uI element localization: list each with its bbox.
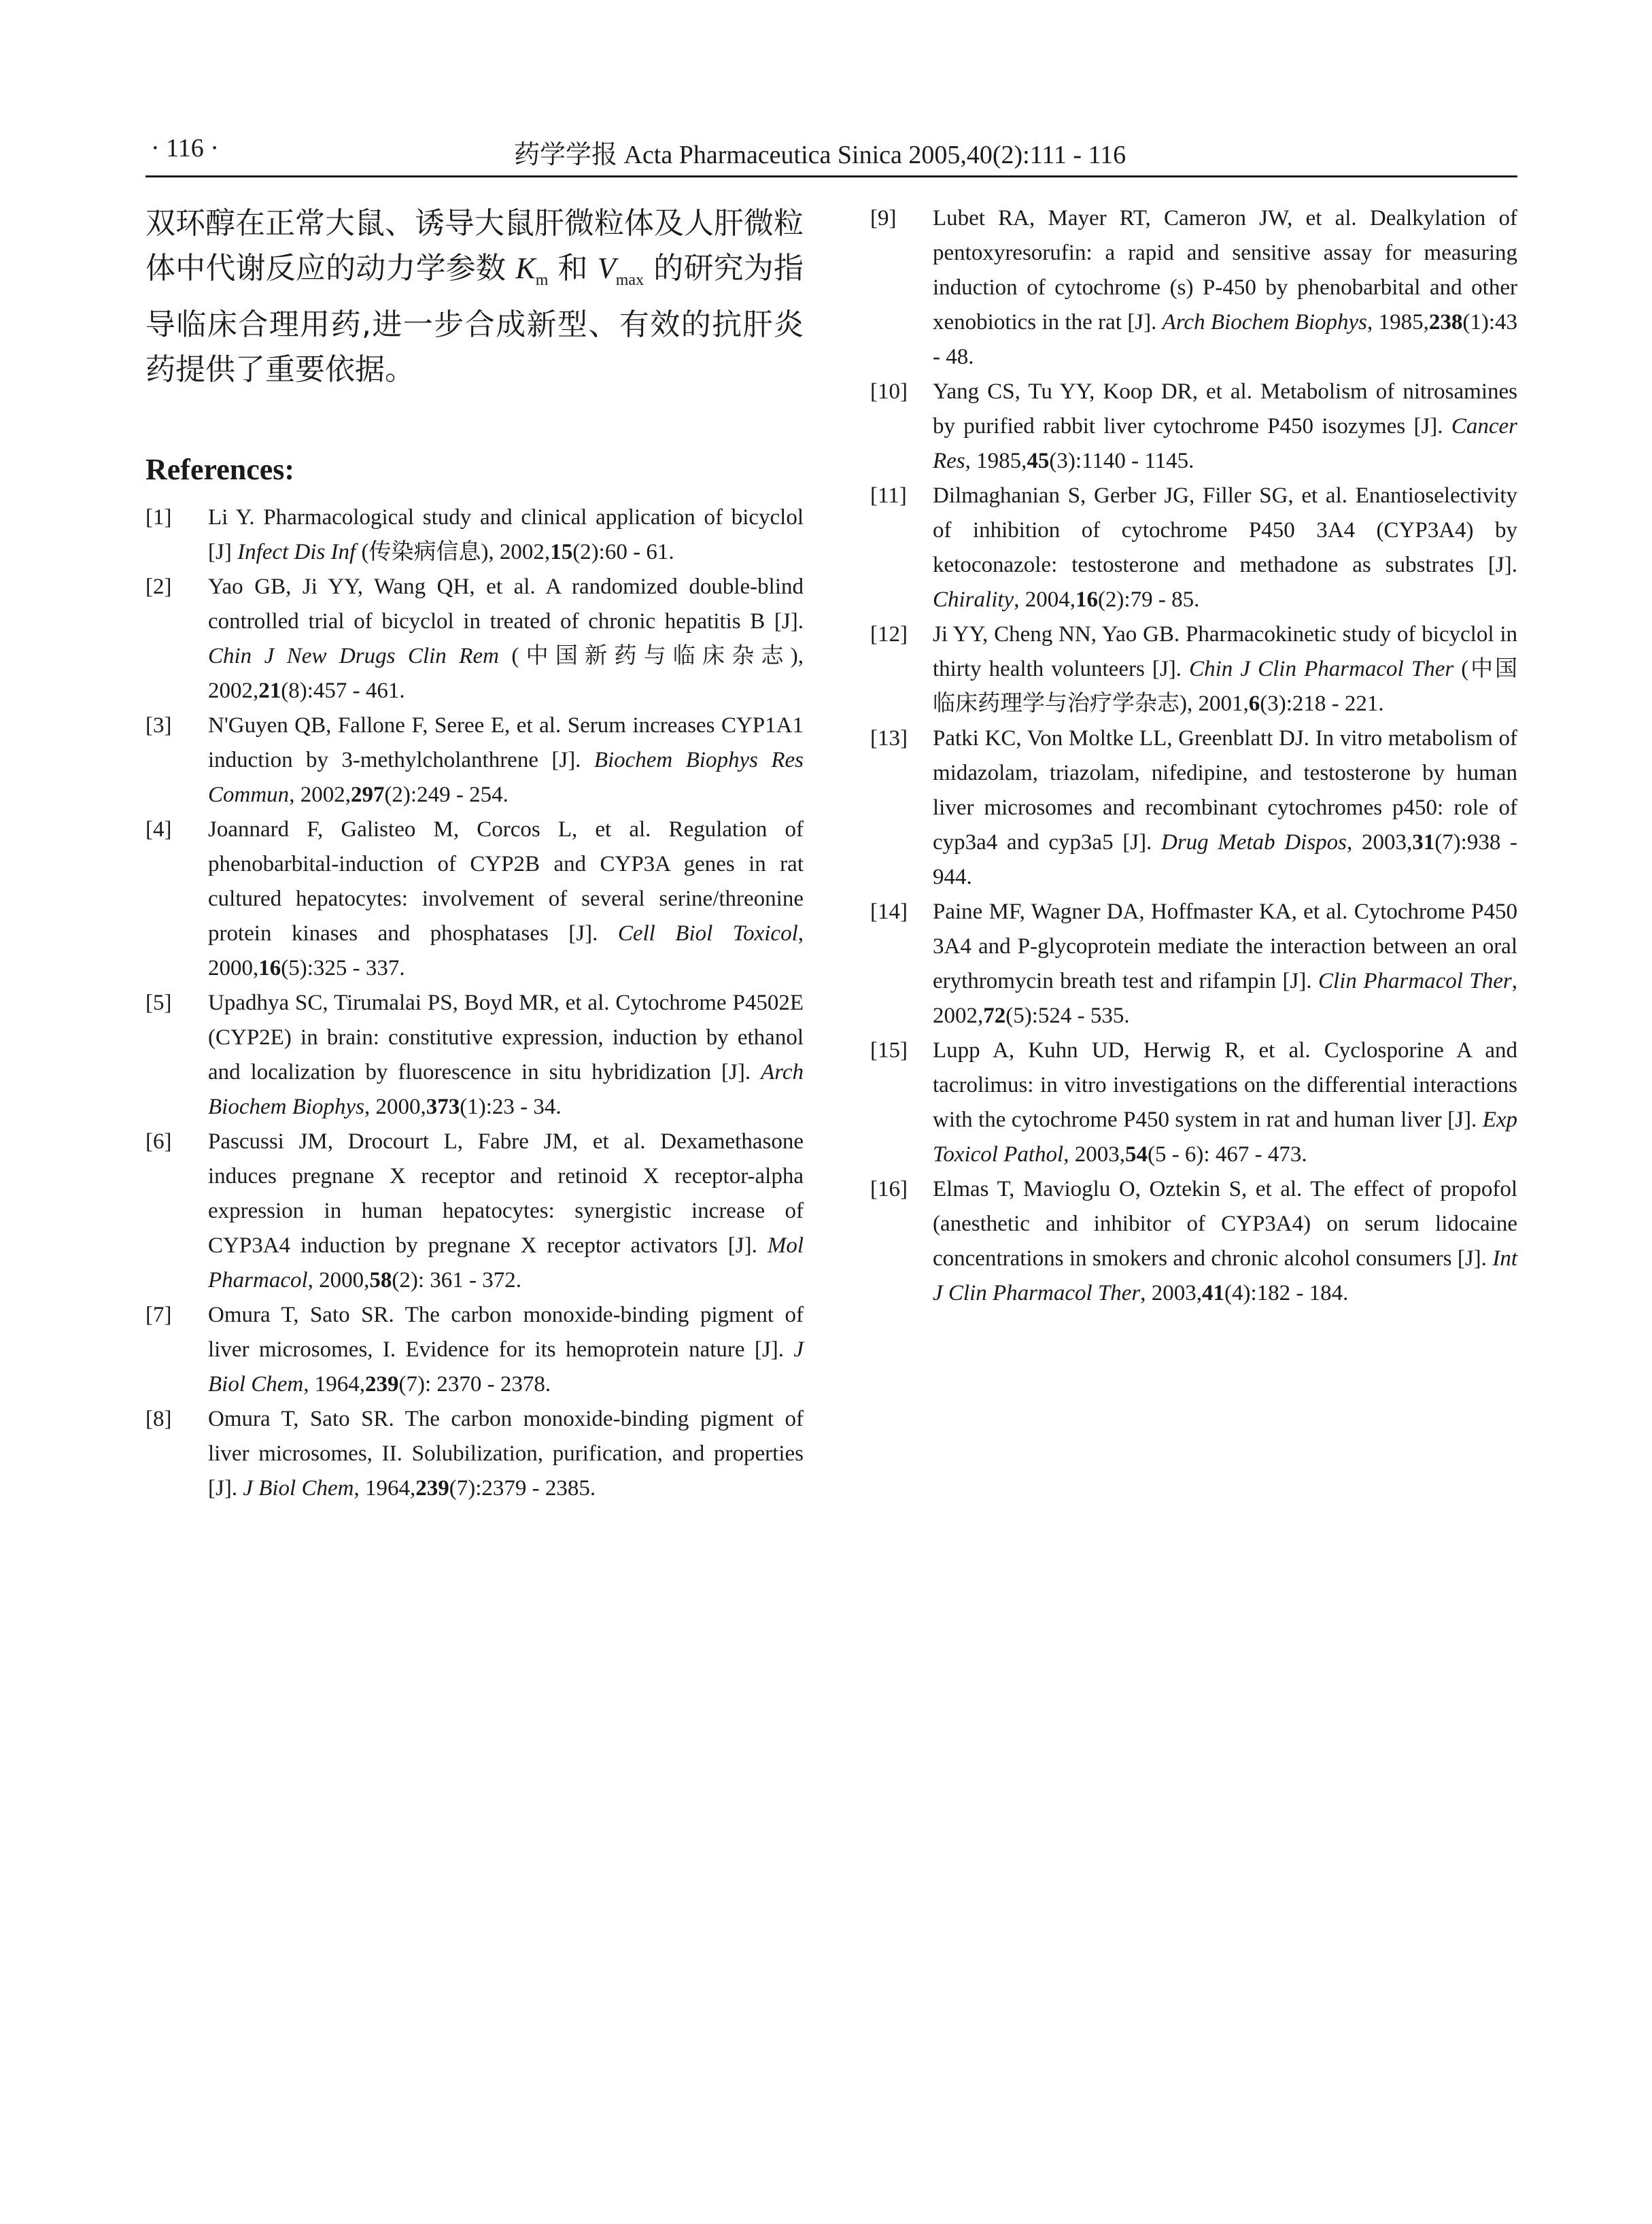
- reference-authors: Paine MF, Wagner DA, Hoffmaster KA, et al. Cytochrome P450 3A4 and P-glycoprotein mediate the interaction between an oral erythromycin breath test and rifampin [J].: [933, 900, 1517, 993]
- reference-item: [145, 1298, 804, 1402]
- reference-authors: Yang CS, Tu YY, Koop DR, et al. Metabolism of nitrosamines by purified rabbit liver cytochrome P450 isozymes [J].: [933, 379, 1517, 439]
- reference-authors: Omura T, Sato SR. The carbon monoxide-binding pigment of liver microsomes, I. Evidence for its hemoprotein nature [J].: [208, 1302, 804, 1362]
- reference-journal: Chin J Clin Pharmacol Ther: [1189, 657, 1454, 681]
- reference-authors: N'Guyen QB, Fallone F, Seree E, et al. Serum increases CYP1A1 induction by 3-methylcholanthrene [J].: [208, 713, 804, 772]
- vmax-subscript: max: [615, 271, 644, 289]
- reference-authors: Joannard F, Galisteo M, Corcos L, et al. Regulation of phenobarbital-induction of CYP2B and CYP3A genes in rat cultured hepatocytes: involvement of several serine/threonine protein kinases and phosphatases [J].: [208, 817, 804, 946]
- reference-item: [870, 201, 1517, 375]
- reference-journal: Infect Dis Inf: [237, 539, 356, 564]
- reference-year: , 2003,: [1063, 1142, 1125, 1167]
- reference-authors: Pascussi JM, Drocourt L, Fabre JM, et al. Dexamethasone induces pregnane X receptor and retinoid X receptor-alpha expression in human hepatocytes: synergistic increase of CYP3A4 induction by pregnane X receptor activators [J].: [208, 1129, 804, 1258]
- reference-volume: 238: [1428, 310, 1463, 335]
- reference-authors: Omura T, Sato SR. The carbon monoxide-binding pigment of liver microsomes, II. Solubilization, purification, and properties [J].: [208, 1406, 804, 1501]
- reference-pages: (2):60 - 61.: [572, 539, 674, 564]
- reference-number: [13]: [870, 726, 908, 751]
- reference-volume: 373: [426, 1094, 460, 1119]
- reference-item: [870, 895, 1517, 1033]
- reference-volume: 297: [350, 782, 385, 807]
- reference-list-left: [145, 500, 804, 1506]
- reference-item: [870, 721, 1517, 895]
- page-number: · 116 ·: [151, 134, 219, 162]
- reference-pages: (2):249 - 254.: [384, 782, 509, 807]
- left-column: [145, 201, 804, 1506]
- reference-authors: Yao GB, Ji YY, Wang QH, et al. A randomized double-blind controlled trial of bicyclol in treated of chronic hepatitis B [J].: [208, 574, 804, 634]
- reference-journal: Exp Toxicol Pathol: [933, 1108, 1517, 1167]
- reference-pages: (7): 2370 - 2378.: [398, 1371, 551, 1397]
- reference-number: [11]: [870, 483, 907, 508]
- reference-authors: Patki KC, Von Moltke LL, Greenblatt DJ. In vitro metabolism of midazolam, triazolam, nifedipine, and testosterone by human liver microsomes and recombinant cytochromes p450: role of cyp3a4 and cyp3a5 [J].: [933, 726, 1517, 855]
- reference-journal: Int J Clin Pharmacol Ther: [933, 1246, 1517, 1305]
- km-subscript: m: [535, 271, 549, 289]
- reference-journal: Cell Biol Toxicol: [617, 921, 798, 946]
- reference-pages: (1):23 - 34.: [460, 1094, 562, 1119]
- reference-authors: Dilmaghanian S, Gerber JG, Filler SG, et al. Enantioselectivity of inhibition of cytochrome P450 3A4 (CYP3A4) by ketoconazole: testosterone and methadone as substrates [J].: [933, 483, 1517, 577]
- reference-year: , 2002,: [289, 782, 351, 807]
- reference-pages: (2): 361 - 372.: [392, 1267, 522, 1293]
- reference-year: , 2004,: [1014, 587, 1075, 612]
- reference-number: [8]: [145, 1406, 172, 1431]
- reference-volume: 54: [1124, 1142, 1148, 1167]
- km-symbol: K: [515, 252, 536, 285]
- reference-pages: (4):182 - 184.: [1224, 1281, 1349, 1305]
- reference-number: [1]: [145, 504, 172, 530]
- reference-pages: (8):457 - 461.: [281, 678, 405, 703]
- references-heading: References:: [145, 452, 295, 486]
- reference-authors: Elmas T, Mavioglu O, Oztekin S, et al. The effect of propofol (anesthetic and inhibitor of CYP3A4) on serum lidocaine concentrations in smokers and chronic alcohol consumers [J].: [933, 1177, 1517, 1271]
- body-text-c: 的研究为指导临床合理用药,进一步合成新型、有效的抗肝炎药提供了重要依据。: [145, 251, 804, 387]
- reference-volume: 15: [550, 539, 573, 564]
- reference-volume: 16: [258, 955, 281, 980]
- reference-pages: (5):325 - 337.: [281, 955, 405, 980]
- reference-item: [145, 500, 804, 570]
- body-text-b: 和: [548, 251, 598, 286]
- reference-volume: 45: [1027, 449, 1050, 473]
- reference-authors: Ji YY, Cheng NN, Yao GB. Pharmacokinetic study of bicyclol in thirty health volunteers [J].: [933, 622, 1517, 681]
- reference-year: , 1985,: [965, 449, 1027, 473]
- reference-journal: Arch Biochem Biophys: [1162, 310, 1368, 335]
- reference-year: (中国新药与临床杂志), 2002,: [208, 643, 804, 703]
- reference-year: , 2000,: [364, 1094, 426, 1119]
- reference-journal: Chirality: [933, 587, 1014, 612]
- reference-year: , 1964,: [303, 1371, 365, 1397]
- reference-number: [16]: [870, 1177, 908, 1201]
- reference-volume: 16: [1075, 587, 1098, 612]
- reference-item: [145, 570, 804, 708]
- reference-list-right: [870, 201, 1517, 1311]
- reference-number: [14]: [870, 900, 908, 924]
- body-paragraph: [145, 201, 804, 392]
- reference-authors: Lubet RA, Mayer RT, Cameron JW, et al. Dealkylation of pentoxyresorufin: a rapid and sensitive assay for measuring induction of cytochrome (s) P-450 by phenobarbital and other xenobiotics in the rat [J].: [933, 206, 1517, 335]
- reference-year: (中国临床药理学与治疗学杂志), 2001,: [933, 657, 1517, 716]
- reference-item: [870, 617, 1517, 721]
- reference-year: , 2000,: [307, 1267, 370, 1293]
- reference-item: [145, 1125, 804, 1298]
- reference-pages: (1):43 - 48.: [933, 310, 1517, 369]
- reference-year: , 1985,: [1367, 310, 1429, 335]
- reference-pages: (3):1140 - 1145.: [1049, 449, 1194, 473]
- reference-journal: J Biol Chem: [208, 1337, 804, 1397]
- reference-pages: (5 - 6): 467 - 473.: [1147, 1142, 1307, 1167]
- reference-number: [6]: [145, 1129, 172, 1154]
- reference-journal: Chin J New Drugs Clin Rem: [208, 643, 499, 668]
- reference-number: [4]: [145, 817, 172, 842]
- reference-item: [145, 986, 804, 1125]
- reference-item: [870, 1172, 1517, 1311]
- reference-pages: (7):938 - 944.: [933, 830, 1517, 889]
- reference-journal: Drug Metab Dispos: [1161, 830, 1347, 855]
- reference-year: , 2002,: [933, 969, 1517, 1028]
- reference-journal: Mol Pharmacol: [208, 1233, 804, 1293]
- vmax-symbol: V: [597, 252, 616, 285]
- reference-volume: 58: [369, 1267, 392, 1293]
- reference-pages: (2):79 - 85.: [1097, 587, 1200, 612]
- reference-year: , 1964,: [354, 1475, 416, 1501]
- reference-year: , 2000,: [208, 921, 804, 980]
- body-text-a: 双环醇在正常大鼠、诱导大鼠肝微粒体及人肝微粒体中代谢反应的动力学参数: [145, 206, 804, 286]
- reference-number: [7]: [145, 1302, 172, 1327]
- running-header: 药学学报 Acta Pharmaceutica Sinica 2005,40(2):111 - 116: [514, 141, 1126, 169]
- reference-item: [870, 479, 1517, 617]
- reference-volume: 31: [1412, 830, 1435, 855]
- reference-number: [15]: [870, 1038, 908, 1063]
- reference-volume: 239: [364, 1371, 399, 1397]
- reference-authors: Li Y. Pharmacological study and clinical application of bicyclol [J]: [208, 504, 804, 564]
- reference-year: , 2003,: [1140, 1281, 1202, 1305]
- reference-authors: Upadhya SC, Tirumalai PS, Boyd MR, et al. Cytochrome P4502E (CYP2E) in brain: constitutive expression, induction by ethanol and localization by fluorescence in situ hybridization [J].: [208, 990, 804, 1084]
- reference-number: [9]: [870, 206, 897, 230]
- reference-number: [12]: [870, 622, 908, 647]
- reference-volume: 239: [415, 1475, 449, 1501]
- reference-number: [3]: [145, 713, 172, 738]
- reference-item: [145, 708, 804, 812]
- reference-year: , 2003,: [1347, 830, 1413, 855]
- reference-item: [145, 1402, 804, 1506]
- reference-journal: J Biol Chem: [243, 1475, 354, 1501]
- reference-journal: Clin Pharmacol Ther: [1318, 969, 1512, 993]
- reference-volume: 72: [983, 1004, 1006, 1028]
- reference-volume: 6: [1248, 691, 1260, 716]
- header-rule: [145, 175, 1517, 177]
- reference-authors: Lupp A, Kuhn UD, Herwig R, et al. Cyclosporine A and tacrolimus: in vitro investigations on the differential interactions with the cytochrome P450 system in rat and human liver [J].: [933, 1038, 1517, 1132]
- reference-volume: 21: [258, 678, 281, 703]
- right-column: [870, 201, 1517, 1311]
- reference-journal: Arch Biochem Biophys: [208, 1059, 804, 1119]
- reference-number: [2]: [145, 574, 172, 599]
- reference-journal: Biochem Biophys Res Commun: [208, 747, 804, 807]
- reference-pages: (7):2379 - 2385.: [449, 1475, 596, 1501]
- reference-number: [5]: [145, 990, 172, 1015]
- reference-year: (传染病信息), 2002,: [356, 539, 551, 564]
- reference-volume: 41: [1201, 1281, 1224, 1305]
- reference-journal: Cancer Res: [933, 414, 1517, 473]
- reference-pages: (3):218 - 221.: [1260, 691, 1384, 716]
- reference-item: [870, 375, 1517, 479]
- reference-item: [145, 812, 804, 986]
- reference-item: [870, 1033, 1517, 1172]
- reference-pages: (5):524 - 535.: [1005, 1004, 1130, 1028]
- reference-number: [10]: [870, 379, 908, 404]
